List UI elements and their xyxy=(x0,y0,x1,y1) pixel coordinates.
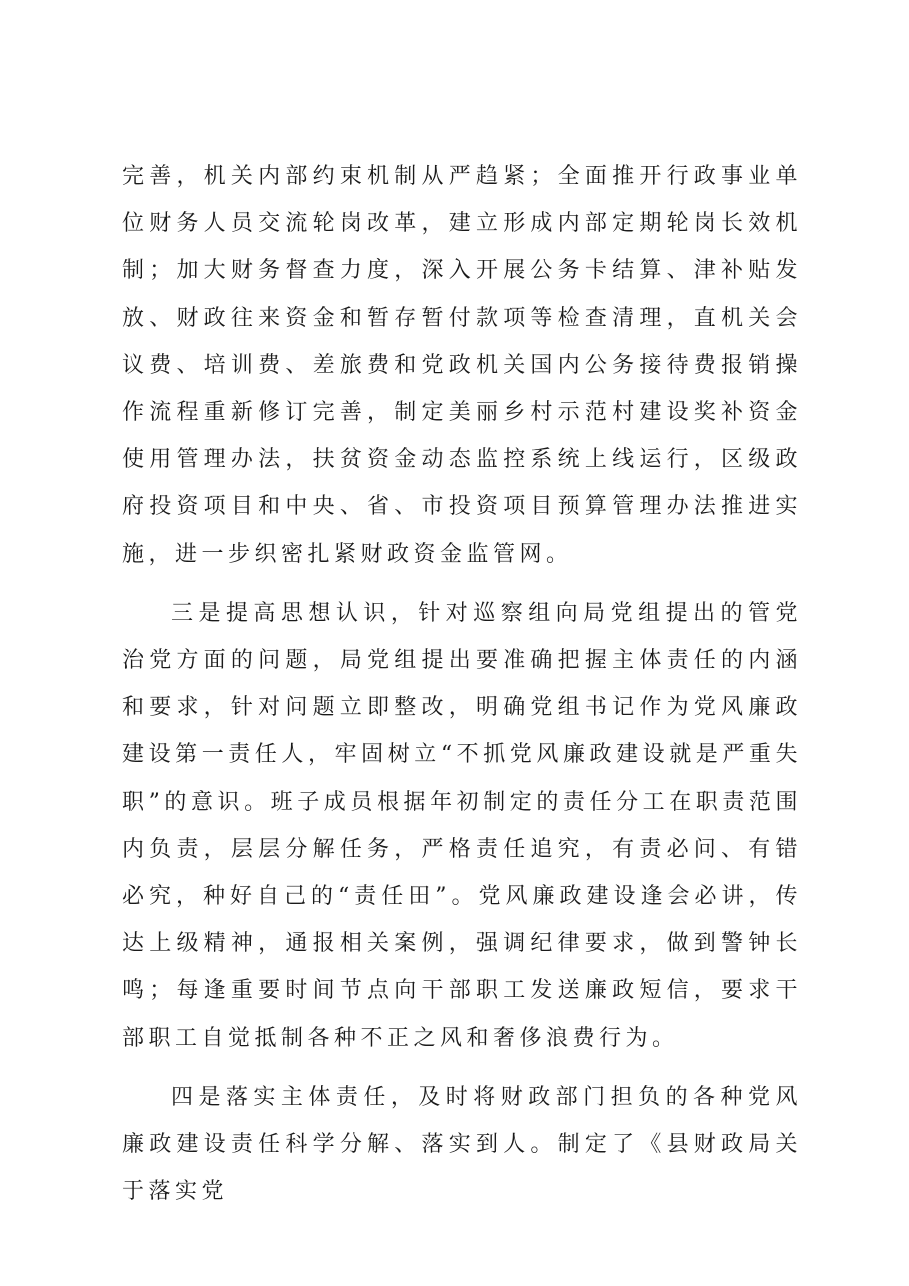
paragraph-point-three: 三是提高思想认识，针对巡察组向局党组提出的管党治党方面的问题，局党组提出要准确把握主体责任的内涵和要求，针对问题立即整改，明确党组书记作为党风廉政建设第一责任人，牢固树立“不抓党风廉政建设就是严重失职”的意识。班子成员根据年初制定的责任分工在职责范围内负责，层层分解任务，严格责任追究，有责必问、有错必究，种好自己的“责任田”。党风廉政建设逢会必讲，传达上级精神，通报相关案例，强调纪律要求，做到警钟长鸣；每逢重要时间节点向干部职工发送廉政短信，要求干部职工自觉抵制各种不正之风和奢侈浪费行为。 xyxy=(122,600,802,1051)
paragraph-continuation: 完善，机关内部约束机制从严趋紧；全面推开行政事业单位财务人员交流轮岗改革，建立形成内部定期轮岗长效机制；加大财务督查力度，深入开展公务卡结算、津补贴发放、财政往来资金和暂存暂付款项等检查清理，直机关会议费、培训费、差旅费和党政机关国内公务接待费报销操作流程重新修订完善，制定美丽乡村示范村建设奖补资金使用管理办法，扶贫资金动态监控系统上线运行，区级政府投资项目和中央、省、市投资项目预算管理办法推进实施，进一步织密扎紧财政资金监管网。 xyxy=(122,164,802,567)
document-body xyxy=(122,153,802,1215)
paragraph-point-four: 四是落实主体责任，及时将财政部门担负的各种党风廉政建设责任科学分解、落实到人。制定了《县财政局关于落实党 xyxy=(122,1084,802,1205)
